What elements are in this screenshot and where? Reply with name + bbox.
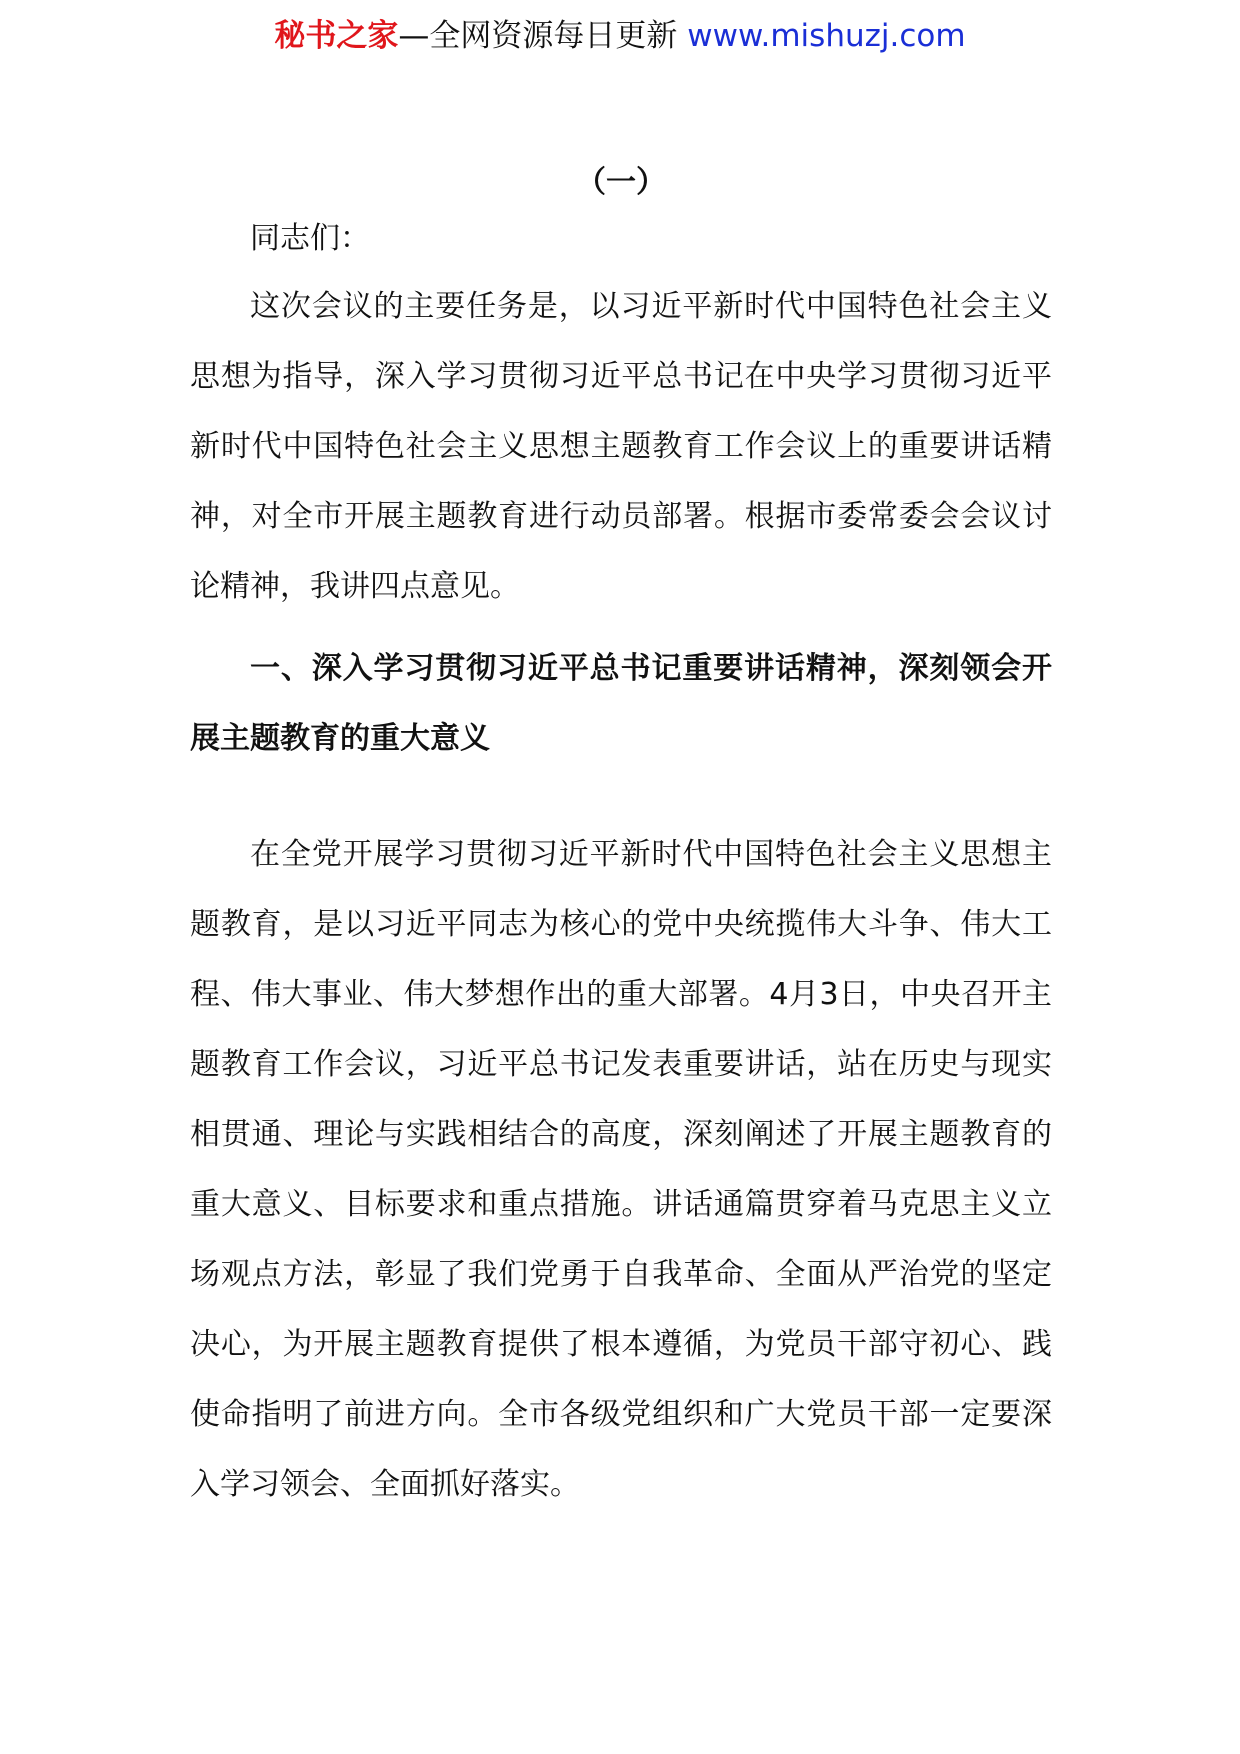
brand-name: 秘书之家 bbox=[274, 18, 399, 54]
greeting-text: 同志们： bbox=[250, 221, 370, 256]
site-header bbox=[0, 14, 1240, 58]
section-title: 一、深入学习贯彻习近平总书记重要讲话精神，深刻领会开展主题教育的重大意义 bbox=[190, 651, 1052, 756]
document-heading: （一） bbox=[576, 165, 666, 200]
section-paragraph: 在全党开展学习贯彻习近平新时代中国特色社会主义思想主题教育，是以习近平同志为核心的党中央统揽伟大斗争、伟大工程、伟大事业、伟大梦想作出的重大部署。4月3日，中央召开主题教育工作会议，习近平总书记发表重要讲话，站在历史与现实相贯通、理论与实践相结合的高度，深刻阐述了开展主题教育的重大意义、目标要求和重点措施。讲话通篇贯穿着马克思主义立场观点方法，彰显了我们党勇于自我革命、全面从严治党的坚定决心，为开展主题教育提供了根本遵循，为党员干部守初心、践使命指明了前进方向。全市各级党组织和广大党员干部一定要深入学习领会、全面抓好落实。 bbox=[190, 837, 1052, 1502]
document-body bbox=[190, 158, 1052, 1520]
intro-paragraph: 这次会议的主要任务是，以习近平新时代中国特色社会主义思想为指导，深入学习贯彻习近平总书记在中央学习贯彻习近平新时代中国特色社会主义思想主题教育工作会议上的重要讲话精神，对全市开展主题教育进行动员部署。根据市委常委会会议讨论精神，我讲四点意见。 bbox=[190, 289, 1052, 604]
site-url-link[interactable]: www.mishuzj.com bbox=[687, 18, 966, 54]
header-tagline: —全网资源每日更新 bbox=[398, 18, 678, 54]
